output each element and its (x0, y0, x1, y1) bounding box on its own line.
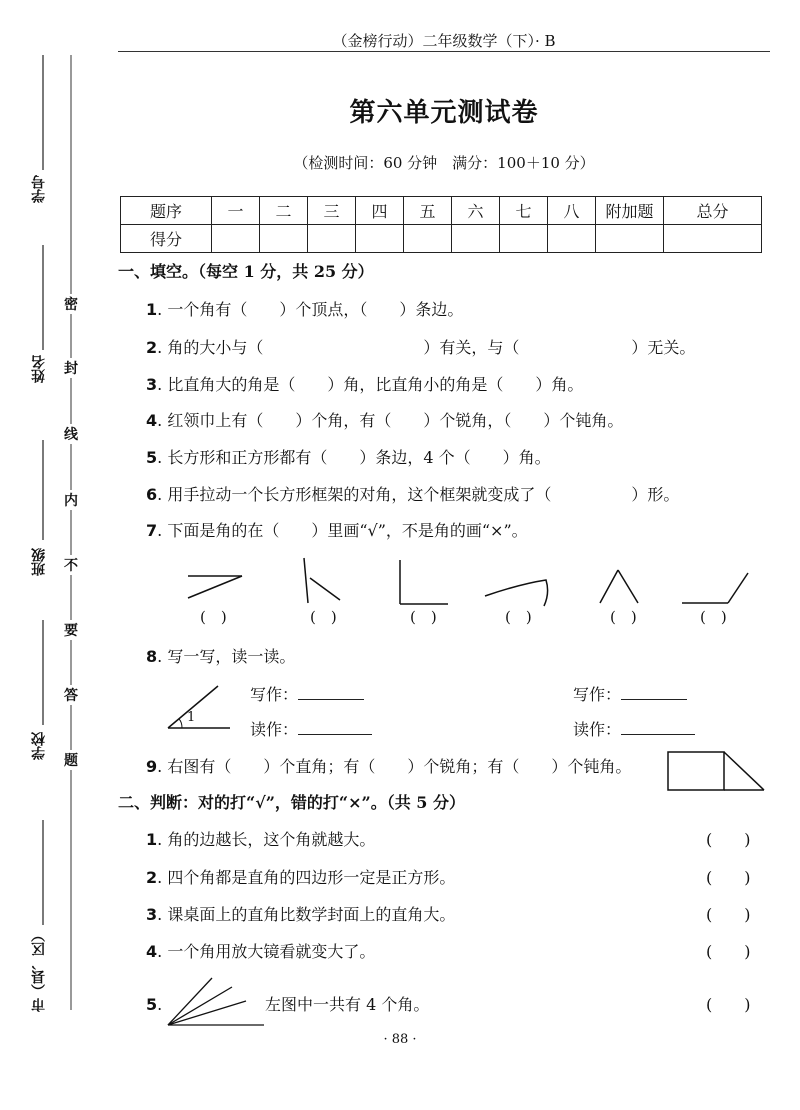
score-cell[interactable] (664, 225, 762, 253)
answer-paren[interactable]: ( ) (505, 608, 532, 626)
figure-f (682, 573, 748, 603)
question-text: . (157, 995, 179, 1014)
label-name: 姓名 (31, 355, 47, 383)
running-header: （金榜行动）二年级数学（下）· B (332, 32, 556, 50)
figure-e (600, 570, 638, 603)
seal-char: 不 (64, 555, 78, 575)
answer-paren[interactable]: ( ) (610, 608, 637, 626)
exam-info: （检测时间：60 分钟 满分：100＋10 分） (293, 154, 595, 172)
score-cell[interactable] (212, 225, 260, 253)
seal-char: 题 (64, 750, 78, 770)
question-8 (146, 644, 295, 667)
q9-figure (660, 748, 770, 794)
answer-paren[interactable]: ( ) (410, 608, 437, 626)
question-text: . 比直角大的角是（ ）角，比直角小的角是（ ）角。 (157, 375, 584, 394)
seal-char: 密 (64, 294, 78, 314)
answer-paren[interactable]: ( ) (200, 608, 227, 626)
question-2 (146, 335, 695, 358)
table-cell: 七 (500, 197, 548, 225)
question-number: 1 (146, 830, 158, 849)
q8-angle-figure (160, 680, 240, 735)
question-text: . 用手拉动一个长方形框架的对角，这个框架就变成了（ ）形。 (157, 485, 680, 504)
question-7 (146, 518, 528, 541)
label-student-no: 学号 (31, 175, 47, 203)
question-5 (146, 445, 551, 468)
score-table-score-row (121, 225, 762, 253)
question-6 (146, 482, 679, 505)
question-number: 9 (146, 757, 158, 776)
seal-char: 内 (64, 490, 78, 510)
read-blank[interactable] (621, 720, 695, 735)
score-table (120, 196, 762, 253)
seal-char: 线 (64, 424, 78, 444)
read-blank[interactable] (298, 720, 372, 735)
table-cell: 四 (356, 197, 404, 225)
seal-char: 封 (64, 358, 78, 378)
score-cell[interactable] (500, 225, 548, 253)
read-label: 读作： (250, 720, 299, 739)
table-cell: 总分 (664, 197, 762, 225)
judge-item-3 (146, 902, 455, 925)
question-number: 7 (146, 521, 158, 540)
section-1-title: 一、填空。（每空 1 分，共 25 分） (118, 262, 374, 281)
score-cell[interactable] (308, 225, 356, 253)
answer-paren[interactable]: ( ) (310, 608, 337, 626)
question-text: . 角的边越长，这个角就越大。 (157, 830, 376, 849)
score-cell[interactable] (260, 225, 308, 253)
section-2-title: 二、判断：对的打“√”，错的打“×”。（共 5 分） (118, 793, 466, 812)
table-cell: 三 (308, 197, 356, 225)
figure-a (188, 576, 242, 598)
label-school: 学校 (31, 732, 47, 760)
question-number: 3 (146, 375, 158, 394)
table-cell: 一 (212, 197, 260, 225)
seal-char: 答 (64, 685, 78, 705)
write-blank[interactable] (298, 685, 364, 700)
question-text: . 课桌面上的直角比数学封面上的直角大。 (157, 905, 456, 924)
judge-answer[interactable]: ( ) (706, 942, 751, 961)
question-9 (146, 754, 631, 777)
question-number: 2 (146, 868, 158, 887)
write-label: 写作： (573, 685, 622, 704)
figure-b (304, 558, 340, 603)
write-label: 写作： (250, 685, 299, 704)
question-text: . 一个角用放大镜看就变大了。 (157, 942, 376, 961)
table-cell: 二 (260, 197, 308, 225)
question-3 (146, 372, 583, 395)
table-cell: 附加题 (596, 197, 664, 225)
question-text: . 写一写，读一读。 (157, 647, 296, 666)
label-city: 市（县、区） (31, 928, 47, 1012)
figure-d (485, 580, 548, 606)
label-class: 班级 (31, 548, 47, 576)
angle-label: 1 (187, 710, 196, 725)
judge-answer[interactable]: ( ) (706, 830, 751, 849)
question-text: . 一个角有（ ）个顶点，（ ）条边。 (157, 300, 464, 319)
question-text: . 红领巾上有（ ）个角，有（ ）个锐角，（ ）个钝角。 (157, 411, 624, 430)
score-cell[interactable] (452, 225, 500, 253)
header-rule (118, 51, 770, 52)
score-cell[interactable] (356, 225, 404, 253)
question-number: 2 (146, 338, 158, 357)
read-field-right (573, 717, 695, 740)
question-number: 8 (146, 647, 158, 666)
judge-5-text: 左图中一共有 4 个角。 (265, 995, 430, 1014)
answer-paren[interactable]: ( ) (700, 608, 727, 626)
page-title: 第六单元测试卷 (349, 98, 539, 128)
judge-item-4 (146, 939, 375, 962)
question-text: . 角的大小与（ ）有关，与（ ）无关。 (157, 338, 696, 357)
judge-item-2 (146, 865, 455, 888)
table-cell: 五 (404, 197, 452, 225)
question-number: 4 (146, 942, 158, 961)
read-field-left (250, 717, 372, 740)
table-cell: 八 (548, 197, 596, 225)
write-field-left (250, 682, 364, 705)
binding-margin (0, 0, 110, 1110)
figure-c (400, 560, 448, 604)
judge-5-rays-figure (160, 975, 270, 1030)
read-label: 读作： (573, 720, 622, 739)
score-table-header-row (121, 197, 762, 225)
question-number: 5 (146, 995, 158, 1014)
score-cell[interactable] (596, 225, 664, 253)
question-4 (146, 408, 623, 431)
judge-item-1 (146, 827, 375, 850)
table-cell: 得分 (121, 225, 212, 253)
judge-answer[interactable]: ( ) (706, 995, 751, 1014)
table-cell: 六 (452, 197, 500, 225)
question-number: 1 (146, 300, 158, 319)
judge-answer[interactable]: ( ) (706, 905, 751, 924)
question-number: 3 (146, 905, 158, 924)
seal-char: 要 (64, 620, 78, 640)
question-number: 5 (146, 448, 158, 467)
question-text: . 长方形和正方形都有（ ）条边，4 个（ ）角。 (157, 448, 551, 467)
write-blank[interactable] (621, 685, 687, 700)
question-text: . 右图有（ ）个直角；有（ ）个锐角；有（ ）个钝角。 (157, 757, 632, 776)
write-field-right (573, 682, 687, 705)
score-cell[interactable] (548, 225, 596, 253)
question-number: 4 (146, 411, 158, 430)
q7-figures (170, 548, 770, 608)
question-text: . 下面是角的在（ ）里画“√”，不是角的画“×”。 (157, 521, 528, 540)
question-number: 6 (146, 485, 158, 504)
page-number: · 88 · (383, 1032, 417, 1047)
question-1 (146, 297, 463, 320)
table-cell: 题序 (121, 197, 212, 225)
question-text: . 四个角都是直角的四边形一定是正方形。 (157, 868, 456, 887)
score-cell[interactable] (404, 225, 452, 253)
judge-answer[interactable]: ( ) (706, 868, 751, 887)
